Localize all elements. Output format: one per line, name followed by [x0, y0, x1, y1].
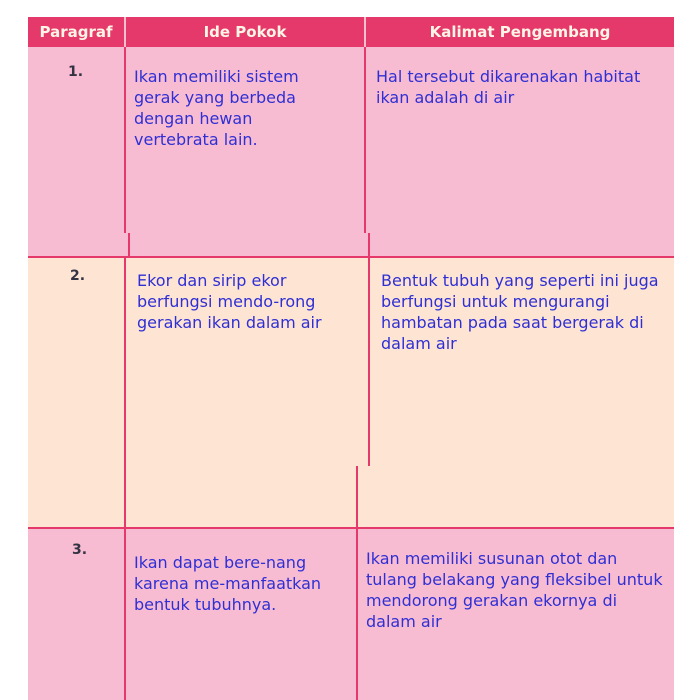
column-divider [364, 47, 366, 233]
column-divider [356, 466, 358, 528]
column-divider [356, 529, 358, 700]
table-spacer [28, 233, 674, 257]
row-3-kalimat-pengembang: Ikan memiliki susunan otot dan tulang belakang yang fleksibel untuk mendorong gerakan ekornya di dalam air [366, 549, 663, 631]
header-paragraf: Paragraf [28, 17, 126, 47]
column-divider [124, 258, 126, 466]
column-divider [124, 466, 126, 528]
table-spacer [28, 466, 674, 528]
row-1-number: 1. [68, 64, 84, 80]
row-3-ide-pokok: Ikan dapat bere-nang karena me-manfaatkan bentuk tubuhnya. [134, 553, 322, 614]
column-divider [124, 47, 126, 233]
row-2-ide-pokok: Ekor dan sirip ekor berfungsi mendo-rong gerakan ikan dalam air [137, 271, 322, 332]
row-3-number: 3. [72, 542, 88, 558]
row-1-ide-pokok: Ikan memiliki sistem gerak yang berbeda dengan hewan vertebrata lain. [134, 67, 299, 149]
header-kalimat-pengembang: Kalimat Pengembang [429, 23, 611, 41]
row-2-kalimat-pengembang: Bentuk tubuh yang seperti ini juga berfungsi untuk mengurangi hambatan pada saat bergerak di dalam air [381, 271, 659, 353]
row-1-kalimat-pengembang: Hal tersebut dikarenakan habitat ikan adalah di air [376, 67, 641, 107]
column-divider [368, 233, 370, 257]
header-ide-pokok: Ide Pokok [126, 17, 366, 47]
column-divider [128, 233, 130, 257]
table-header [28, 17, 674, 47]
column-divider [124, 529, 126, 700]
column-divider [368, 258, 370, 466]
row-2-number: 2. [70, 268, 86, 284]
